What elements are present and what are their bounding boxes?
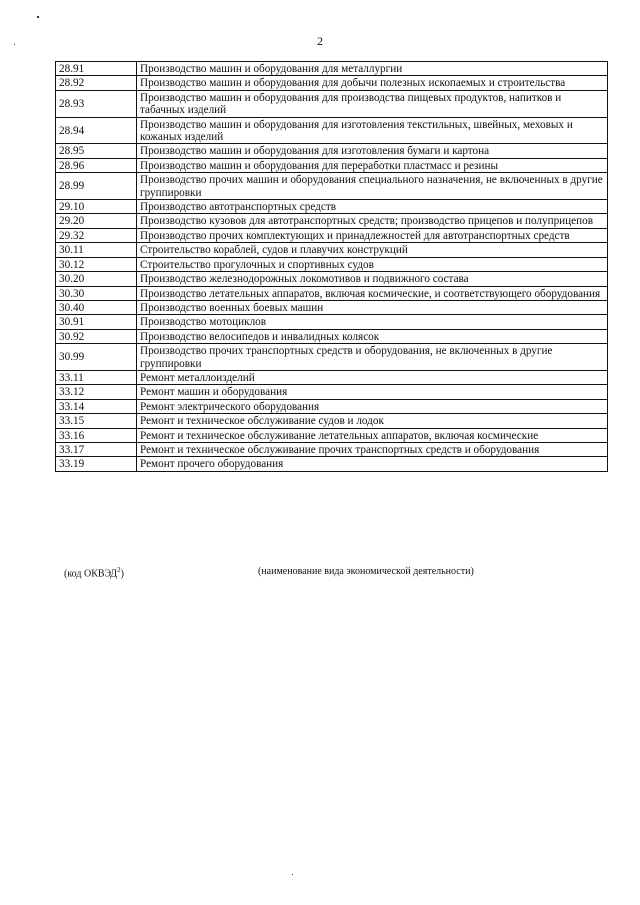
- okved-code-caption-label: (код ОКВЭД: [64, 568, 118, 580]
- okved-code-cell: 33.11: [56, 370, 137, 384]
- okved-code-cell: 30.92: [56, 329, 137, 343]
- table-row: [56, 257, 608, 271]
- okved-code-cell: 28.95: [56, 144, 137, 158]
- activity-name-cell: Производство мотоциклов: [137, 315, 608, 329]
- scan-speck: [37, 16, 39, 18]
- activity-name-cell: Ремонт металлоизделий: [137, 370, 608, 384]
- activity-name-cell: Производство военных боевых машин: [137, 300, 608, 314]
- okved-code-cell: 33.14: [56, 399, 137, 413]
- okved-code-cell: 33.15: [56, 414, 137, 428]
- activity-name-cell: Производство машин и оборудования для производства пищевых продуктов, напитков и табачных изделий: [137, 90, 608, 117]
- okved-code-cell: 30.40: [56, 300, 137, 314]
- activity-name-cell: Ремонт электрического оборудования: [137, 399, 608, 413]
- okved-code-cell: 30.99: [56, 344, 137, 371]
- table-row: [56, 117, 608, 144]
- table-row: [56, 329, 608, 343]
- table-row: [56, 158, 608, 172]
- activity-name-cell: Строительство кораблей, судов и плавучих конструкций: [137, 243, 608, 257]
- activity-name-cell: Производство машин и оборудования для металлургии: [137, 62, 608, 76]
- okved-code-cell: 28.91: [56, 62, 137, 76]
- okved-code-cell: 28.99: [56, 173, 137, 200]
- table-row: [56, 200, 608, 214]
- okved-code-cell: 30.20: [56, 272, 137, 286]
- table-row: [56, 315, 608, 329]
- table-row: [56, 272, 608, 286]
- okved-code-cell: 30.11: [56, 243, 137, 257]
- table-row: [56, 62, 608, 76]
- okved-code-cell: 28.92: [56, 76, 137, 90]
- okved-code-cell: 29.32: [56, 228, 137, 242]
- okved-code-cell: 30.12: [56, 257, 137, 271]
- okved-code-cell: 28.94: [56, 117, 137, 144]
- table-row: [56, 214, 608, 228]
- okved-code-cell: 29.10: [56, 200, 137, 214]
- okved-code-cell: 30.91: [56, 315, 137, 329]
- table-row: [56, 344, 608, 371]
- activity-name-cell: Производство железнодорожных локомотивов и подвижного состава: [137, 272, 608, 286]
- activity-name-cell: Ремонт и техническое обслуживание судов и лодок: [137, 414, 608, 428]
- table-row: [56, 370, 608, 384]
- table-row: [56, 399, 608, 413]
- activity-name-cell: Производство машин и оборудования для изготовления бумаги и картона: [137, 144, 608, 158]
- table-row: [56, 385, 608, 399]
- table-row: [56, 457, 608, 471]
- okved-code-caption: [64, 566, 124, 579]
- activity-name-cell: Ремонт и техническое обслуживание прочих транспортных средств и оборудования: [137, 442, 608, 456]
- table-row: [56, 173, 608, 200]
- table-row: [56, 243, 608, 257]
- okved-code-cell: 29.20: [56, 214, 137, 228]
- okved-code-cell: 33.19: [56, 457, 137, 471]
- activity-name-cell: Строительство прогулочных и спортивных судов: [137, 257, 608, 271]
- activity-name-cell: Производство автотранспортных средств: [137, 200, 608, 214]
- okved-code-cell: 28.93: [56, 90, 137, 117]
- scan-speck: [14, 44, 15, 45]
- activity-name-cell: Производство прочих комплектующих и принадлежностей для автотранспортных средств: [137, 228, 608, 242]
- okved-code-caption-close: ): [120, 568, 124, 580]
- okved-table: [55, 61, 608, 472]
- activity-name-cell: Ремонт прочего оборудования: [137, 457, 608, 471]
- table-row: [56, 76, 608, 90]
- scan-speck: [292, 874, 293, 875]
- activity-name-cell: Производство прочих машин и оборудования специального назначения, не включенных в другие группировки: [137, 173, 608, 200]
- activity-name-cell: Производство машин и оборудования для изготовления текстильных, швейных, меховых и кожаных изделий: [137, 117, 608, 144]
- activity-name-cell: Ремонт и техническое обслуживание летательных аппаратов, включая космические: [137, 428, 608, 442]
- table-row: [56, 414, 608, 428]
- activity-name-cell: Производство прочих транспортных средств и оборудования, не включенных в другие группировки: [137, 344, 608, 371]
- okved-code-cell: 28.96: [56, 158, 137, 172]
- table-row: [56, 286, 608, 300]
- activity-name-cell: Производство летательных аппаратов, включая космические, и соответствующего оборудования: [137, 286, 608, 300]
- table-row: [56, 144, 608, 158]
- page-number: 2: [317, 34, 323, 48]
- okved-code-cell: 33.17: [56, 442, 137, 456]
- activity-name-cell: Производство машин и оборудования для добычи полезных ископаемых и строительства: [137, 76, 608, 90]
- table-row: [56, 428, 608, 442]
- okved-code-cell: 33.16: [56, 428, 137, 442]
- okved-code-cell: 30.30: [56, 286, 137, 300]
- okved-code-cell: 33.12: [56, 385, 137, 399]
- table-row: [56, 90, 608, 117]
- activity-name-cell: Ремонт машин и оборудования: [137, 385, 608, 399]
- table-row: [56, 300, 608, 314]
- activity-name-caption: (наименование вида экономической деятельности): [258, 566, 474, 577]
- activity-name-cell: Производство велосипедов и инвалидных колясок: [137, 329, 608, 343]
- table-row: [56, 228, 608, 242]
- activity-name-cell: Производство машин и оборудования для переработки пластмасс и резины: [137, 158, 608, 172]
- okved-code-caption-footnote: 2: [117, 566, 121, 574]
- okved-table-body: [56, 62, 608, 472]
- table-row: [56, 442, 608, 456]
- activity-name-cell: Производство кузовов для автотранспортных средств; производство прицепов и полуприцепов: [137, 214, 608, 228]
